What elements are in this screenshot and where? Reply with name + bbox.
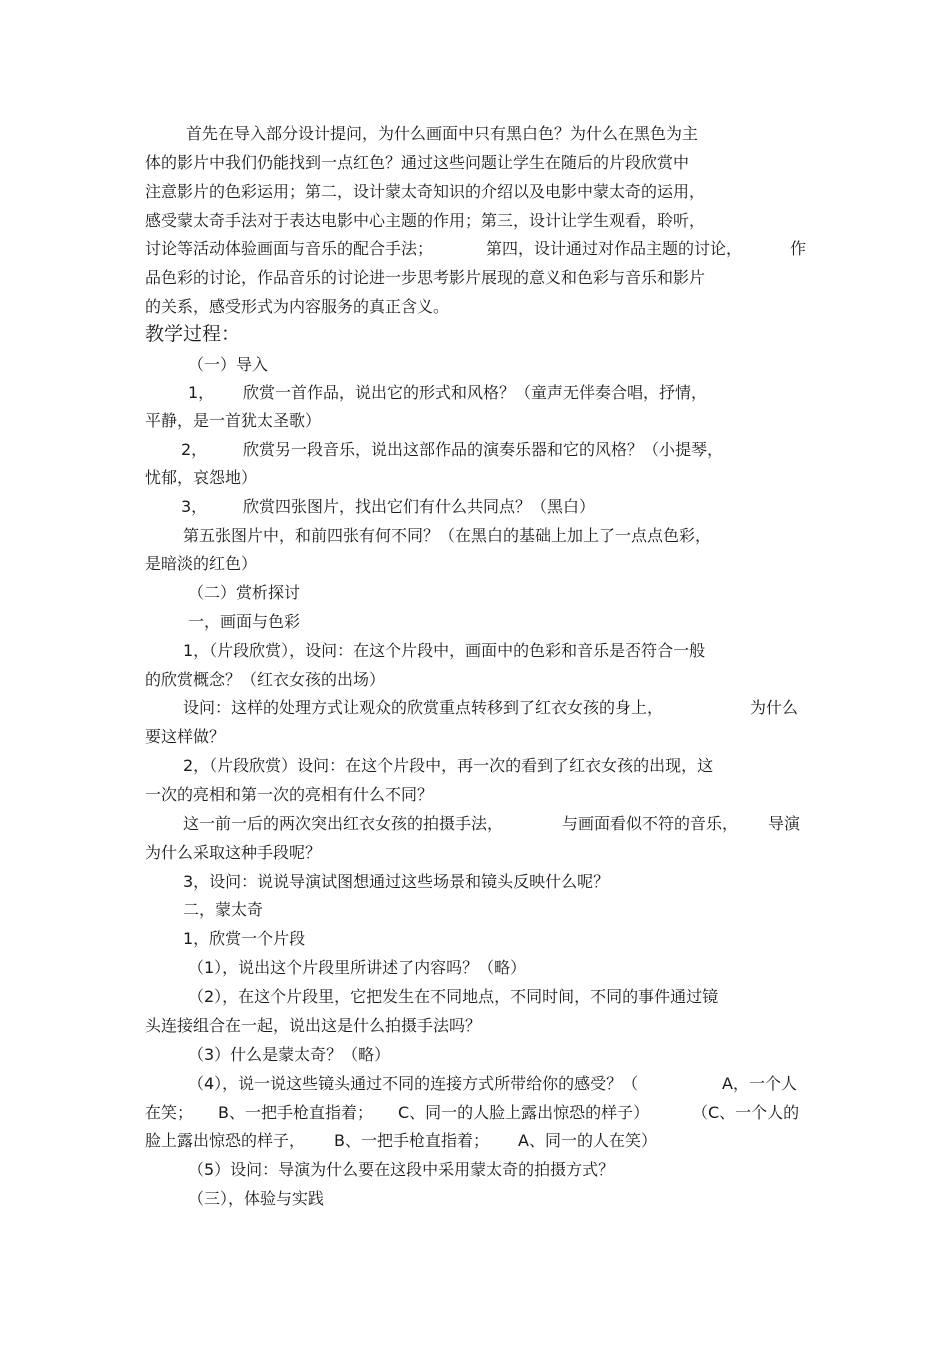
subsection-title: （一）导入 xyxy=(188,355,269,374)
list-item-text: 头连接组合在一起，说出这是什么拍摄手法吗？ xyxy=(145,1016,482,1035)
list-item-text: 为什么采取这种手段呢？ xyxy=(145,843,322,862)
list-item-text: 欣赏另一段音乐，说出这部作品的演奏乐器和它的风格？（小提琴， xyxy=(243,440,724,459)
list-item-text: 要这样做？ xyxy=(145,727,226,746)
paragraph-line xyxy=(486,239,742,259)
list-item-number: 2， xyxy=(181,440,208,459)
list-item-text: （4），说一说这些镜头通过不同的连接方式所带给你的感受？（ xyxy=(188,1074,639,1093)
section-heading: 教学过程： xyxy=(145,323,241,345)
list-item-text: A，一个人 xyxy=(722,1074,797,1093)
list-item-text: 欣赏一首作品，说出它的形式和风格？（童声无伴奏合唱，抒情， xyxy=(243,383,708,402)
list-item-text: 设问：这样的处理方式让观众的欣赏重点转移到了红衣女孩的身上， xyxy=(183,698,664,717)
paragraph-line: 品色彩的讨论，作品音乐的讨论进一步思考影片展现的意义和色彩与音乐和影片 xyxy=(145,268,706,287)
list-item-text: 忧郁，哀怨地） xyxy=(145,468,258,487)
subsection-title: （二）赏析探讨 xyxy=(188,583,301,602)
paragraph-line xyxy=(145,239,433,259)
subsection-title: 二，蒙太奇 xyxy=(183,900,264,919)
paragraph-line: 注意影片的色彩运用；第二，设计蒙太奇知识的介绍以及电影中蒙太奇的运用， xyxy=(145,182,706,201)
list-item-text: 2，（片段欣赏）设问：在这个片段中，再一次的看到了红衣女孩的出现，这 xyxy=(183,756,714,775)
list-item-text: 是暗淡的红色） xyxy=(145,554,258,573)
text-segment: 讨论等活动体验画面与音乐的配合手法； xyxy=(145,239,434,258)
list-item-text: 1，（片段欣赏），设问：在这个片段中，画面中的色彩和音乐是否符合一般 xyxy=(183,641,706,660)
list-item-text: （C、一个人的 xyxy=(692,1103,800,1122)
list-item-text: （3）什么是蒙太奇？（略） xyxy=(188,1045,391,1064)
paragraph-line xyxy=(790,239,806,259)
list-item-text: C、同一的人脸上露出惊恐的样子） xyxy=(398,1103,650,1122)
paragraph-line: 体的影片中我们仍能找到一点红色？通过这些问题让学生在随后的片段欣赏中 xyxy=(145,153,690,172)
list-item-text: 与画面看似不符的音乐， xyxy=(562,814,739,833)
list-item-text: A、同一的人在笑） xyxy=(518,1131,657,1150)
list-item-text: 一次的亮相和第一次的亮相有什么不同？ xyxy=(145,785,434,804)
list-item-text: B、一把手枪直指着； xyxy=(218,1103,373,1122)
subsection-title: 一，画面与色彩 xyxy=(188,612,301,631)
list-item-text: （1），说出这个片段里所讲述了内容吗？（略） xyxy=(188,958,527,977)
list-item-text: 导演 xyxy=(768,814,801,833)
list-item-text: 这一前一后的两次突出红衣女孩的拍摄手法， xyxy=(183,814,504,833)
list-item-text: 在笑； xyxy=(145,1103,194,1122)
list-item-text: 的欣赏概念？（红衣女孩的出场） xyxy=(145,670,386,689)
list-item-number: 3， xyxy=(181,497,208,516)
text-segment: 第四，设计通过对作品主题的讨论， xyxy=(486,239,743,258)
list-item-text: 1，欣赏一个片段 xyxy=(183,929,306,948)
list-item-text: （2），在这个片段里，它把发生在不同地点，不同时间，不同的事件通过镜 xyxy=(188,987,719,1006)
paragraph-line: 感受蒙太奇手法对于表达电影中心主题的作用；第三，设计让学生观看，聆听， xyxy=(145,211,706,230)
text-segment: 作 xyxy=(790,239,807,258)
list-item-text: 第五张图片中，和前四张有何不同？（在黑白的基础上加上了一点点色彩， xyxy=(183,526,712,545)
list-item-text: 欣赏四张图片，找出它们有什么共同点？（黑白） xyxy=(243,497,596,516)
paragraph-line: 的关系，感受形式为内容服务的真正含义。 xyxy=(145,297,450,316)
subsection-title: （三），体验与实践 xyxy=(188,1189,325,1208)
paragraph-line: 首先在导入部分设计提问，为什么画面中只有黑白色？为什么在黑色为主 xyxy=(186,124,699,143)
list-item-text: B、一把手枪直指着； xyxy=(334,1131,489,1150)
list-item-text: （5）设问：导演为什么要在这段中采用蒙太奇的拍摄方式？ xyxy=(188,1160,615,1179)
list-item-number: 1， xyxy=(188,383,215,402)
list-item-text: 3，设问：说说导演试图想通过这些场景和镜头反映什么呢？ xyxy=(183,872,610,891)
list-item-text: 平静，是一首犹太圣歌） xyxy=(145,411,322,430)
list-item-text: 为什么 xyxy=(750,698,799,717)
list-item-text: 脸上露出惊恐的样子， xyxy=(145,1131,306,1150)
